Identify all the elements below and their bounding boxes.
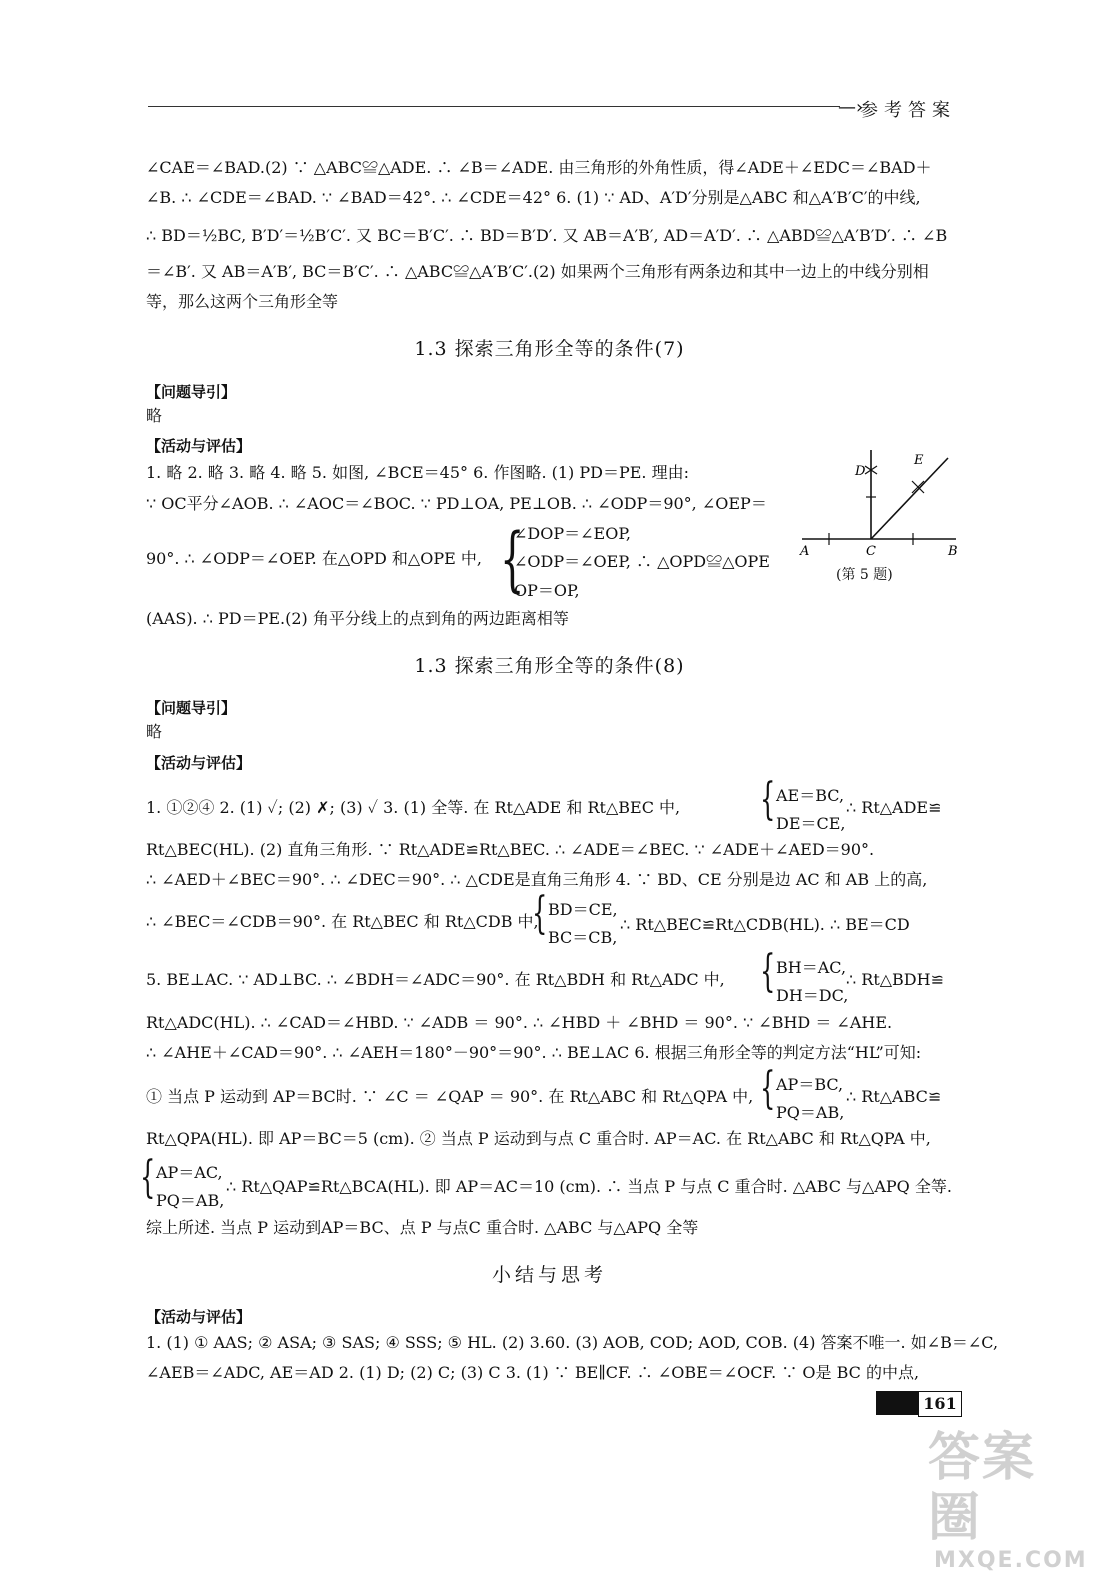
figure-caption: (第 5 题) xyxy=(836,567,893,583)
brace: { xyxy=(140,1152,156,1203)
brace: { xyxy=(760,774,776,825)
brace-line: OP＝OP, xyxy=(514,581,580,600)
text-line: ∴ Rt△BEC≌Rt△CDB(HL). ∴ BE＝CD xyxy=(620,915,910,934)
brace-line: BH＝AC, xyxy=(776,958,847,977)
section-title: 1.3 探索三角形全等的条件(8) xyxy=(414,655,685,677)
text-line: ∴ BD＝½BC, B′D′＝½B′C′. 又 BC＝B′C′. ∴ BD＝B′D′. 又 AB＝A′B′, AD＝A′D′. ∴ △ABD≌△A′B′D′. ∴ ∠B xyxy=(146,226,948,245)
section-tag: 【活动与评估】 xyxy=(146,437,252,455)
watermark-logo: 答案圈 xyxy=(928,1428,1037,1548)
brace-line: PQ＝AB, xyxy=(776,1103,845,1122)
brace-line: AP＝BC, xyxy=(776,1075,844,1094)
brace: { xyxy=(760,946,776,997)
text-line: ∴ ∠AHE＋∠CAD＝90°. ∴ ∠AEH＝180°－90°＝90°. ∴ BE⊥AC 6. 根据三角形全等的判定方法“HL”可知: xyxy=(146,1043,922,1062)
text-line: ∠AEB＝∠ADC, AE＝AD 2. (1) D; (2) C; (3) C 3. (1) ∵ BE∥CF. ∴ ∠OBE＝∠OCF. ∵ O是 BC 的中点, xyxy=(146,1363,920,1382)
text-line: 综上所述. 当点 P 运动到AP＝BC、点 P 与点C 重合时. △ABC 与△APQ 全等 xyxy=(146,1218,699,1237)
text-line: 5. BE⊥AC. ∵ AD⊥BC. ∴ ∠BDH＝∠ADC＝90°. 在 Rt△BDH 和 Rt△ADC 中, xyxy=(146,970,725,989)
watermark xyxy=(928,1428,1088,1573)
header-title: 参考答案 xyxy=(860,100,956,121)
brace-line: AE＝BC, xyxy=(776,786,845,805)
text-line: 1. (1) ① AAS; ② ASA; ③ SAS; ④ SSS; ⑤ HL. (2) 3.60. (3) AOB, COD; AOD, COB. (4) 答案不唯一. 如∠B＝∠C, xyxy=(146,1333,999,1352)
text-line: ∠B. ∴ ∠CDE＝∠BAD. ∵ ∠BAD＝42°. ∴ ∠CDE＝42° 6. (1) ∵ AD、A′D′分别是△ABC 和△A′B′C′的中线, xyxy=(146,188,921,207)
brace-line: ∠DOP＝∠EOP, xyxy=(514,524,631,543)
text-line: ∠CAE＝∠BAD.(2) ∵ △ABC≌△ADE. ∴ ∠B＝∠ADE. 由三角形的外角性质，得∠ADE＋∠EDC＝∠BAD＋ xyxy=(146,158,932,177)
label-c: C xyxy=(866,544,876,559)
brace-line: BC＝CB, xyxy=(548,928,618,947)
text-line: Rt△QPA(HL). 即 AP＝BC＝5 (cm). ② 当点 P 运动到与点 C 重合时. AP＝AC. 在 Rt△ABC 和 Rt△QPA 中, xyxy=(146,1129,931,1148)
text-line: ∵ OC平分∠AOB. ∴ ∠AOC＝∠BOC. ∵ PD⊥OA, PE⊥OB. ∴ ∠ODP＝90°, ∠OEP＝ xyxy=(146,494,767,513)
brace-line: PQ＝AB, xyxy=(156,1191,225,1210)
text-line: 略 xyxy=(146,722,163,741)
brace-line: DH＝DC, xyxy=(776,986,849,1005)
label-b: B xyxy=(948,544,958,559)
text-line: Rt△BEC(HL). (2) 直角三角形. ∵ Rt△ADE≌Rt△BEC. ∴ ∠ADE＝∠BEC. ∵ ∠ADE＋∠AED＝90°. xyxy=(146,840,875,859)
text-line: (AAS). ∴ PD＝PE.(2) 角平分线上的点到角的两边距离相等 xyxy=(146,609,569,628)
text-line: 等，那么这两个三角形全等 xyxy=(146,292,339,311)
text-line: ＝∠B′. 又 AB＝A′B′, BC＝B′C′. ∴ △ABC≌△A′B′C′.(2) 如果两个三角形有两条边和其中一边上的中线分别相 xyxy=(146,262,929,281)
section-title: 小结与思考 xyxy=(491,1264,607,1286)
line-ce xyxy=(871,458,948,539)
text-line: 90°. ∴ ∠ODP＝∠OEP. 在△OPD 和△OPE 中, xyxy=(146,549,482,568)
section-tag: 【问题导引】 xyxy=(146,699,237,717)
text-line: ① 当点 P 运动到 AP＝BC时. ∵ ∠C ＝ ∠QAP ＝ 90°. 在 Rt△ABC 和 Rt△QPA 中, xyxy=(146,1087,754,1106)
text-line: Rt△ADC(HL). ∴ ∠CAD＝∠HBD. ∵ ∠ADB ＝ 90°. ∴ ∠HBD ＋ ∠BHD ＝ 90°. ∵ ∠BHD ＝ ∠AHE. xyxy=(146,1013,893,1032)
section-title: 1.3 探索三角形全等的条件(7) xyxy=(414,338,685,360)
brace: { xyxy=(500,518,525,600)
label-d: D xyxy=(855,464,866,479)
brace: { xyxy=(760,1063,776,1114)
text-line: ∴ ∠BEC＝∠CDB＝90°. 在 Rt△BEC 和 Rt△CDB 中, xyxy=(146,912,539,931)
brace-line: DE＝CE, xyxy=(776,814,846,833)
brace-line: BD＝CE, xyxy=(548,900,618,919)
text-line: ∴ Rt△BDH≌ xyxy=(846,970,944,989)
brace: { xyxy=(532,888,548,939)
label-e: E xyxy=(914,453,924,468)
text-line: ∴ Rt△ADE≌ xyxy=(846,798,942,817)
header-rule xyxy=(148,106,840,107)
text-line: 略 xyxy=(146,406,163,425)
section-tag: 【活动与评估】 xyxy=(146,754,252,772)
brace-line: ∠ODP＝∠OEP, ∴ △OPD≌△OPE xyxy=(514,552,770,571)
text-line: 1. 略 2. 略 3. 略 4. 略 5. 如图, ∠BCE＝45° 6. 作图略. (1) PD＝PE. 理由: xyxy=(146,463,689,482)
header-arrow: —› xyxy=(838,97,864,118)
label-a: A xyxy=(800,544,810,559)
text-line: ∴ Rt△ABC≌ xyxy=(846,1087,942,1106)
page-number: 161 xyxy=(918,1391,962,1417)
section-tag: 【问题导引】 xyxy=(146,383,237,401)
section-tag: 【活动与评估】 xyxy=(146,1308,252,1326)
text-line: ∴ Rt△QAP≌Rt△BCA(HL). 即 AP＝AC＝10 (cm). ∴ 当点 P 与点 C 重合时. △ABC 与△APQ 全等. xyxy=(226,1177,952,1196)
brace-line: AP＝AC, xyxy=(156,1163,223,1182)
watermark-url: MXQE.COM xyxy=(934,1548,1088,1573)
text-line: ∴ ∠AED＋∠BEC＝90°. ∴ ∠DEC＝90°. ∴ △CDE是直角三角形 4. ∵ BD、CE 分别是边 AC 和 AB 上的高, xyxy=(146,870,928,889)
text-line: 1. ①②④ 2. (1) ✓; (2) ✗; (3) ✓ 3. (1) 全等. 在 Rt△ADE 和 Rt△BEC 中, xyxy=(146,798,681,817)
